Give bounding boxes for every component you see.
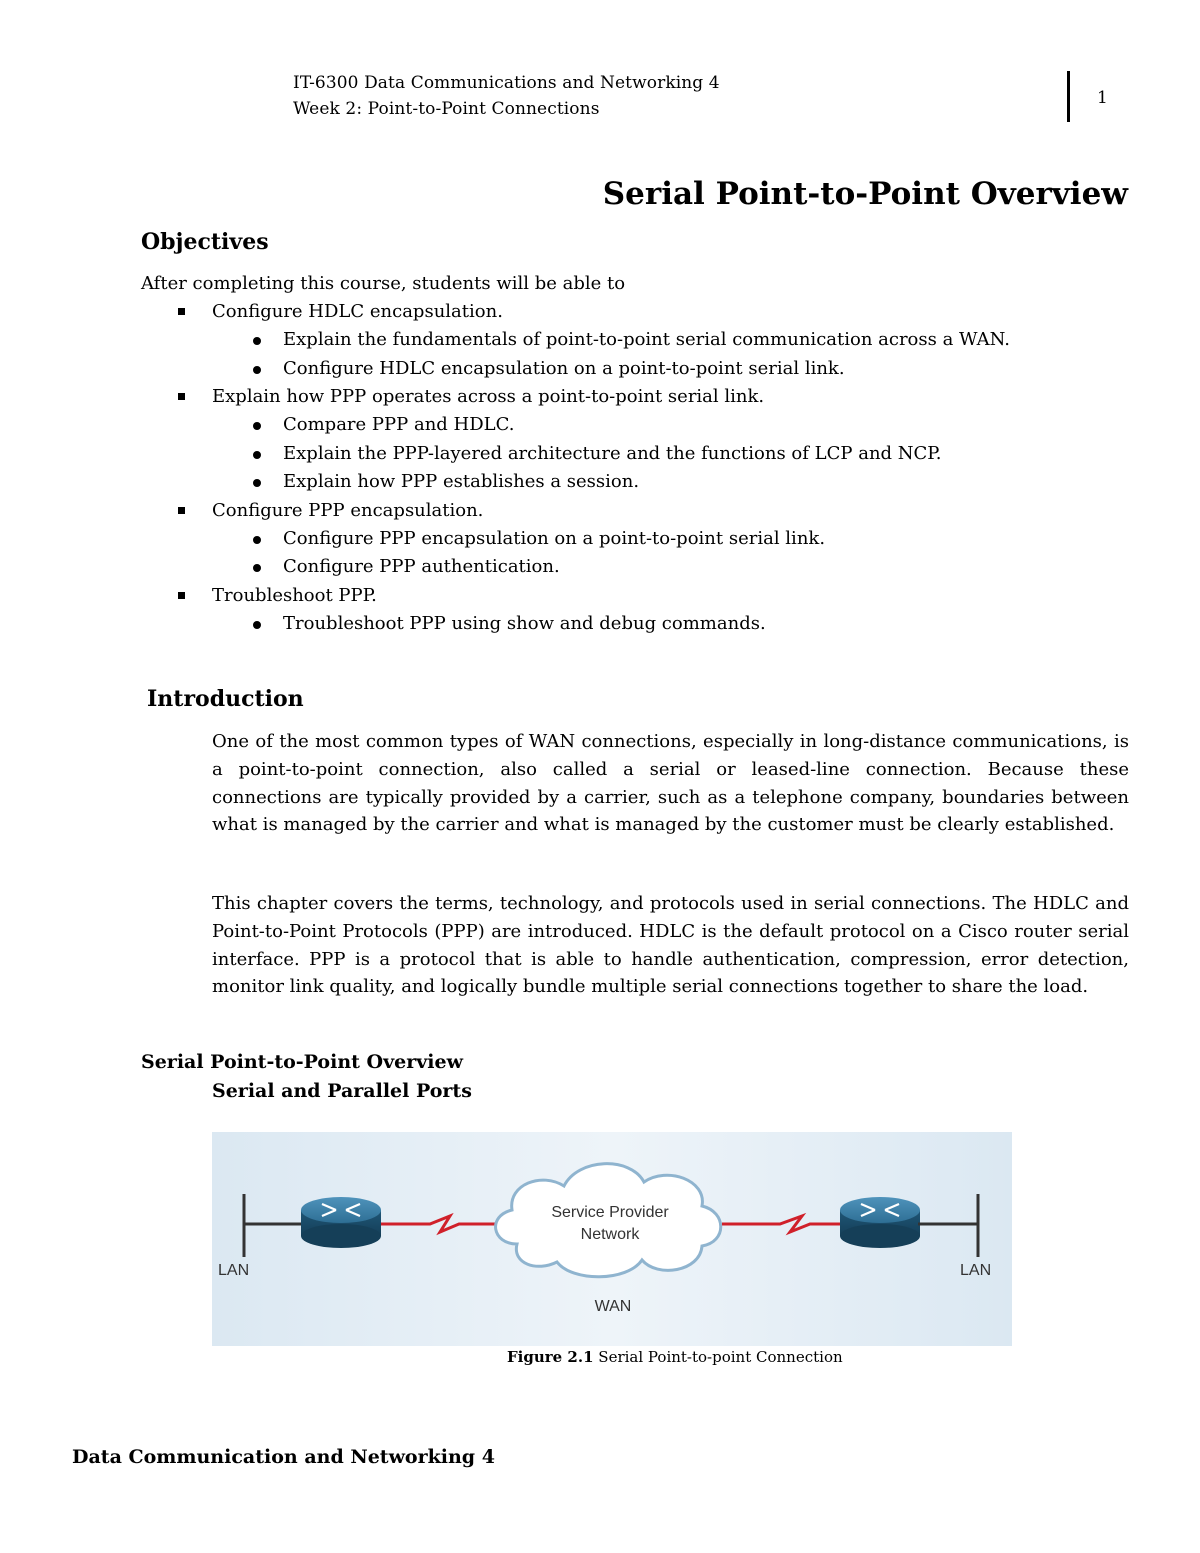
round-bullet: [253, 536, 261, 544]
section-subheading: Serial and Parallel Ports: [212, 1080, 472, 1102]
figure-caption: [507, 1348, 843, 1366]
right-lan-label: LAN: [960, 1262, 992, 1279]
square-bullet: [178, 308, 185, 315]
section-heading: Serial Point-to-Point Overview: [141, 1051, 463, 1073]
right-router-icon: [840, 1197, 920, 1248]
round-bullet: [253, 366, 261, 374]
introduction-heading: Introduction: [147, 686, 304, 712]
introduction-paragraph: This chapter covers the terms, technology, and protocols used in serial connections. The HDLC and Point-to-Point Protocols (PPP) are introduced. HDLC is the default protocol on a Cisco router serial interface. PPP is a protocol that is able to handle authentication, compression, error detection, monitor link quality, and logically bundle multiple serial connections together to share the load.: [212, 893, 1129, 998]
figure-caption-text: Serial Point-to-point Connection: [598, 1348, 843, 1366]
header-divider: [1067, 71, 1070, 122]
objective-item: Troubleshoot PPP.: [212, 585, 377, 606]
left-router-icon: [301, 1197, 381, 1248]
square-bullet: [178, 507, 185, 514]
objective-item: Explain how PPP operates across a point-to-point serial link.: [212, 386, 765, 407]
round-bullet: [253, 564, 261, 572]
objective-subitem: Explain the fundamentals of point-to-point serial communication across a WAN.: [283, 329, 1010, 350]
objective-subitem: Compare PPP and HDLC.: [283, 414, 515, 435]
objectives-heading: Objectives: [141, 229, 269, 255]
wan-label: WAN: [594, 1298, 632, 1315]
header-course: IT-6300 Data Communications and Networking 4: [293, 73, 720, 93]
cloud-label-line2: Network: [580, 1226, 640, 1243]
square-bullet: [178, 393, 185, 400]
objective-subitem: Explain the PPP-layered architecture and the functions of LCP and NCP.: [283, 443, 942, 464]
objective-subitem: Troubleshoot PPP using show and debug commands.: [283, 613, 766, 634]
page-footer: Data Communication and Networking 4: [72, 1446, 495, 1468]
left-lan-label: LAN: [218, 1262, 250, 1279]
objective-subitem: Configure PPP authentication.: [283, 556, 560, 577]
objective-subitem: Configure HDLC encapsulation on a point-to-point serial link.: [283, 358, 845, 379]
objective-subitem: Configure PPP encapsulation on a point-to-point serial link.: [283, 528, 826, 549]
page-number: 1: [1097, 88, 1108, 108]
objective-subitem: Explain how PPP establishes a session.: [283, 471, 640, 492]
round-bullet: [253, 337, 261, 345]
round-bullet: [253, 422, 261, 430]
header-week: Week 2: Point-to-Point Connections: [293, 99, 600, 119]
round-bullet: [253, 451, 261, 459]
objective-item: Configure PPP encapsulation.: [212, 500, 484, 521]
wan-diagram: [212, 1132, 1012, 1346]
square-bullet: [178, 592, 185, 599]
objectives-intro: After completing this course, students will be able to: [141, 273, 626, 294]
objective-item: Configure HDLC encapsulation.: [212, 301, 503, 322]
page-title: Serial Point-to-Point Overview: [602, 176, 1128, 212]
round-bullet: [253, 621, 261, 629]
round-bullet: [253, 479, 261, 487]
introduction-paragraph: One of the most common types of WAN connections, especially in long-distance communications, is a point-to-point connection, also called a serial or leased-line connection. Because these connections are typically provided by a carrier, such as a telephone company, boundaries between what is managed by the carrier and what is managed by the customer must be clearly established.: [212, 731, 1129, 836]
figure-number: Figure 2.1: [507, 1348, 594, 1366]
cloud-label-line1: Service Provider: [551, 1204, 669, 1221]
